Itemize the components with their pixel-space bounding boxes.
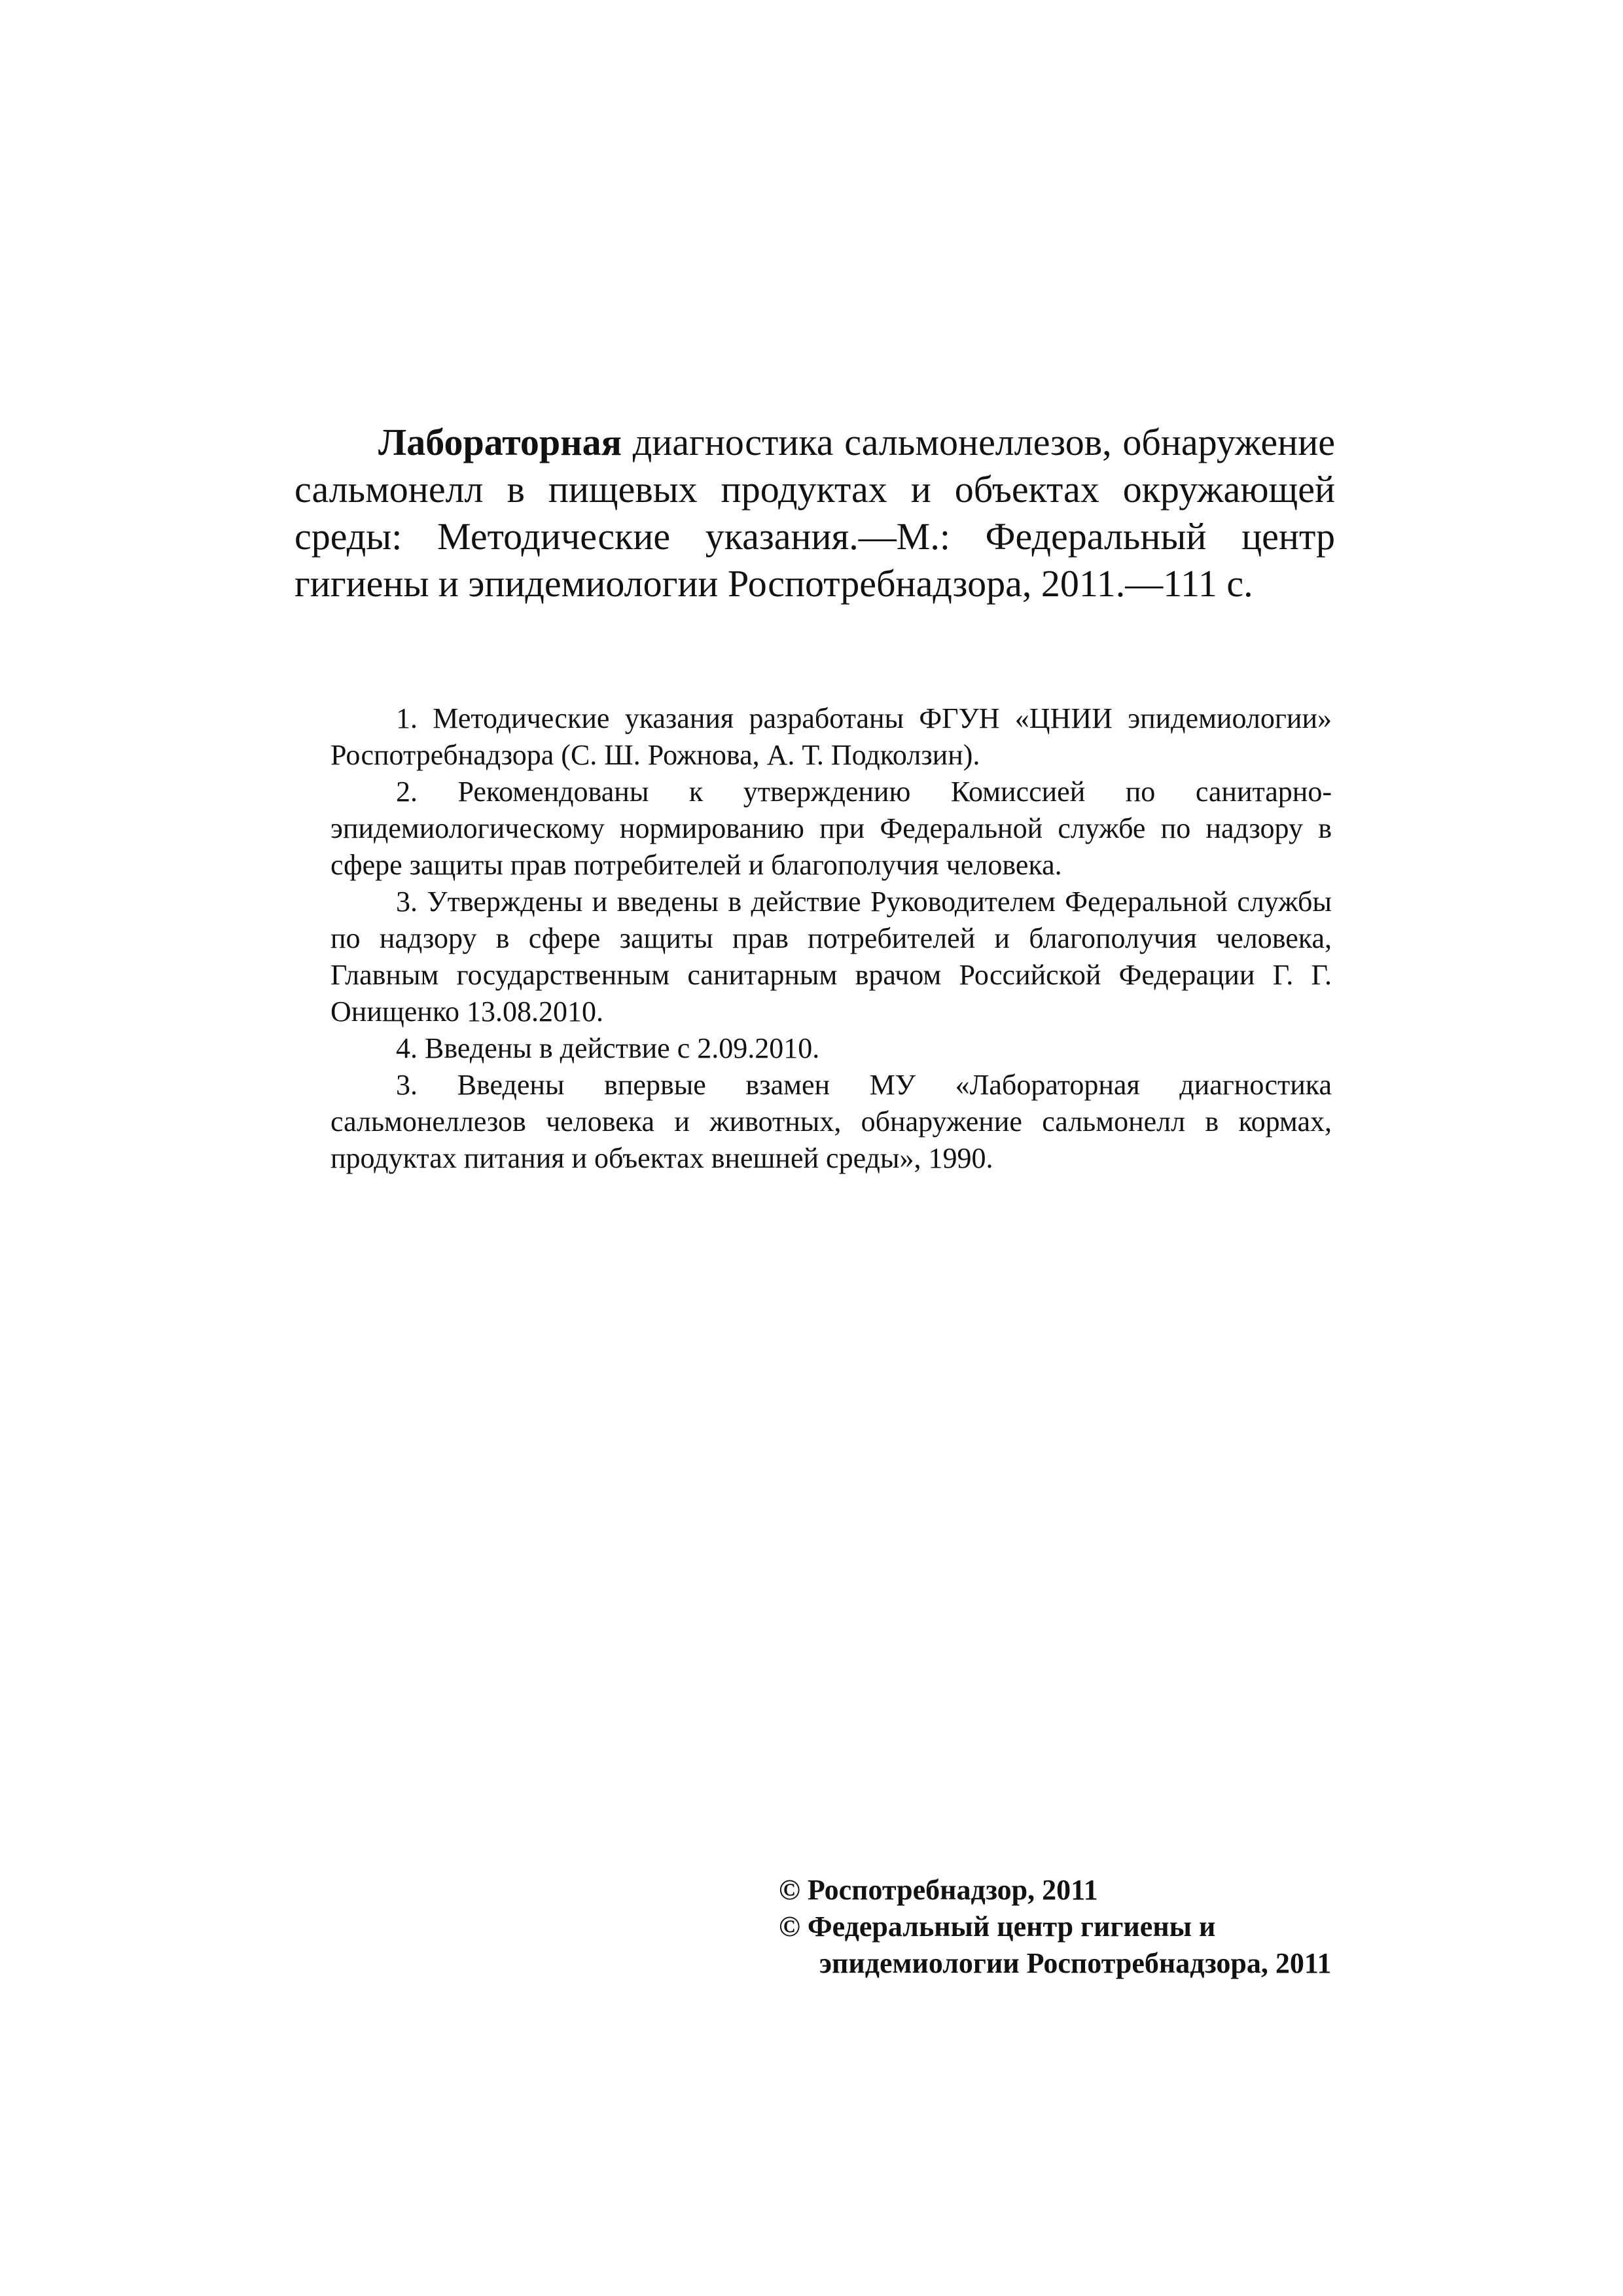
- note-item: 2. Рекомендованы к утверждению Комиссией по санитарно-эпидемиологическому нормированию при Федеральной службе по надзору в сфере защиты прав потребителей и благополучия человека.: [330, 776, 1332, 881]
- bibliographic-paragraph: [294, 419, 1335, 607]
- copyright-block: [779, 1872, 1407, 1982]
- bibliographic-description: [294, 419, 1335, 607]
- copyright-line-federal-center: © Федеральный центр гигиены и: [779, 1910, 1216, 1943]
- copyright-line-continuation: эпидемиологии Роспотребнадзора, 2011: [819, 1947, 1332, 1979]
- copyright-line-rospotrebnadzor: © Роспотребнадзор, 2011: [779, 1874, 1098, 1906]
- publication-notes: [330, 700, 1332, 1177]
- note-item: 4. Введены в действие с 2.09.2010.: [396, 1032, 820, 1064]
- bibliographic-lead-word: Лабораторная: [378, 421, 622, 463]
- note-item: 1. Методические указания разработаны ФГУН «ЦНИИ эпидемиологии» Роспотребнадзора (С. Ш. Рожнова, А. Т. Подколзин).: [330, 702, 1332, 771]
- note-item: 3. Введены впервые взамен МУ «Лабораторная диагностика сальмонеллезов человека и животных, обнаружение сальмонелл в кормах, продуктах питания и объектах внешней среды», 1990.: [330, 1069, 1332, 1174]
- note-item: 3. Утверждены и введены в действие Руководителем Федеральной службы по надзору в сфере защиты прав потребителей и благополучия человека, Главным государственным санитарным врачом Российской Федерации Г. Г. Онищенко 13.08.2010.: [330, 886, 1332, 1028]
- bibliographic-text: диагностика сальмонеллезов, обнаружение сальмонелл в пищевых продуктах и объектах окружающей среды: Методические указания.—М.: Федеральный центр гигиены и эпидемиологии Роспотребнадзора, 2011.—111 с.: [294, 421, 1335, 605]
